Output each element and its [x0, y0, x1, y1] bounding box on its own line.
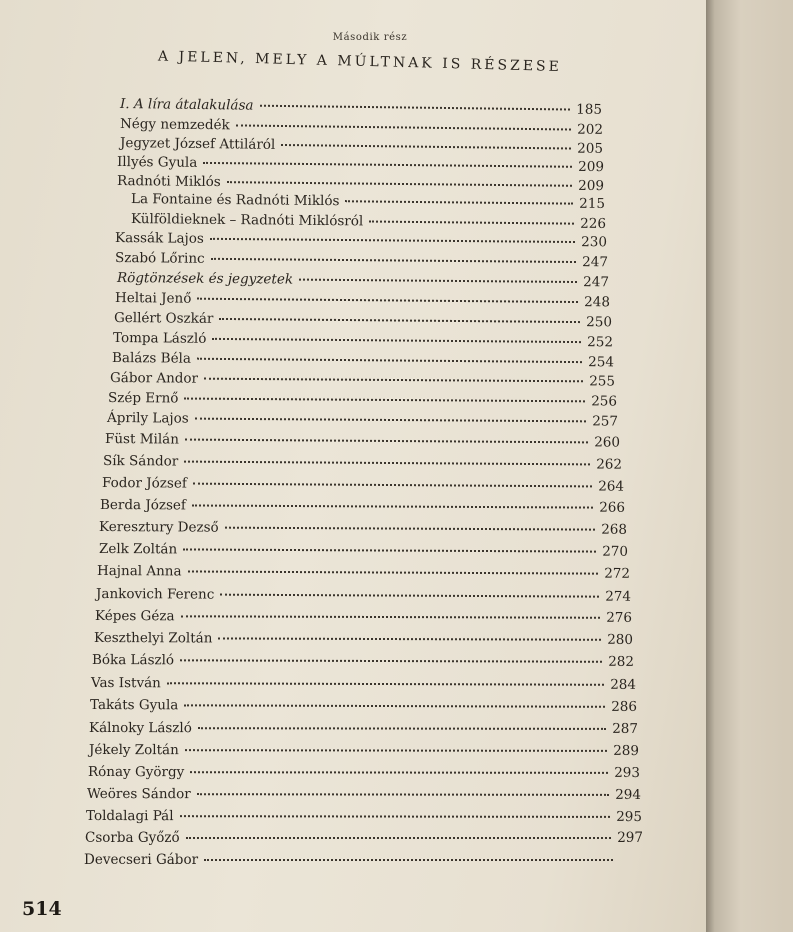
- dot-leader: [197, 298, 578, 303]
- dot-leader: [212, 338, 581, 343]
- toc-entry-title: Rögtönzések és jegyzetek: [116, 270, 294, 288]
- dot-leader: [190, 771, 608, 774]
- toc-entry-page: 247: [582, 254, 609, 271]
- toc-entry-title: Illyés Gyula: [116, 154, 198, 171]
- toc-entry-page: 205: [577, 140, 604, 157]
- dot-leader: [181, 615, 601, 618]
- dot-leader: [188, 570, 598, 574]
- toc-entry-title: Szép Ernő: [107, 390, 179, 407]
- toc-entry-title: Heltai Jenő: [114, 290, 192, 307]
- dot-leader: [198, 727, 606, 730]
- dot-leader: [195, 418, 586, 423]
- dot-leader: [345, 200, 573, 204]
- dot-leader: [167, 682, 604, 686]
- dot-leader: [203, 162, 572, 168]
- toc-entry-page: 266: [599, 499, 626, 516]
- toc-entry-page: 209: [578, 158, 605, 176]
- toc-entry-page: 270: [602, 543, 629, 560]
- toc-entry-title: La Fontaine és Radnóti Miklós: [130, 191, 340, 210]
- toc-entry-title: Radnóti Miklós: [116, 173, 221, 191]
- toc-entry-page: 255: [589, 373, 616, 390]
- toc-entry-page: 297: [617, 830, 643, 846]
- toc-entry-title: Szabó Lőrinc: [114, 250, 205, 267]
- toc-entry-page: 280: [607, 631, 634, 648]
- toc-entry-page: 250: [586, 314, 613, 331]
- toc-entry-page: 272: [604, 565, 631, 582]
- toc-entry: [100, 497, 625, 520]
- toc-entry-page: 230: [581, 234, 608, 251]
- dot-leader: [184, 461, 590, 466]
- dot-leader: [197, 793, 609, 796]
- dot-leader: [183, 548, 596, 552]
- toc-entry-title: Berda József: [99, 497, 186, 514]
- toc-entry: [97, 563, 630, 586]
- dot-leader: [193, 483, 592, 488]
- dot-leader: [299, 279, 577, 283]
- toc-entry-title: I. A líra átalakulása: [119, 96, 254, 114]
- toc-entry: [89, 720, 638, 741]
- part-label: Második rész: [332, 32, 408, 43]
- toc-entry: [94, 630, 633, 652]
- toc-entry: [92, 652, 634, 674]
- toc-entry: [95, 608, 632, 630]
- toc-entry-title: Takáts Gyula: [89, 697, 179, 714]
- toc-entry-title: Rónay György: [87, 764, 185, 781]
- toc-entry: [88, 764, 640, 785]
- page-number: 514: [22, 898, 62, 920]
- dot-leader: [236, 124, 571, 130]
- toc-entry: [96, 586, 631, 609]
- dot-leader: [184, 704, 605, 707]
- toc-entry: [107, 410, 618, 434]
- toc-entry: [86, 808, 642, 829]
- toc-entry-page: 268: [601, 521, 628, 538]
- toc-entry-page: 287: [612, 720, 639, 737]
- toc-entry-title: Áprily Lajos: [106, 410, 189, 427]
- toc-entry-title: Vas István: [90, 675, 161, 692]
- toc-entry-title: Keresztury Dezső: [98, 519, 219, 536]
- dot-leader: [219, 318, 580, 323]
- dot-leader: [227, 181, 572, 187]
- toc-entry: [90, 697, 637, 719]
- dot-leader: [192, 504, 593, 508]
- toc-entry-title: Bóka László: [91, 652, 175, 669]
- dot-leader: [225, 527, 595, 531]
- toc-entry: [99, 541, 628, 564]
- dot-leader: [186, 837, 611, 839]
- toc-entry-title: Tompa László: [112, 330, 207, 347]
- dot-leader: [218, 637, 601, 640]
- toc-entry: [99, 519, 627, 542]
- toc-entry-page: 256: [591, 393, 618, 410]
- toc-entry-page: 293: [614, 764, 641, 781]
- toc-entry-title: Képes Géza: [94, 608, 175, 625]
- toc-entry-page: 185: [576, 101, 603, 118]
- dot-leader: [180, 659, 602, 662]
- dot-leader: [210, 238, 575, 243]
- toc-entry-title: Jankovich Ferenc: [95, 586, 215, 603]
- toc-entry-page: 274: [605, 588, 632, 605]
- toc-entry: [102, 475, 624, 499]
- toc-entry-page: 252: [587, 334, 614, 351]
- toc-entry-page: 286: [611, 698, 638, 715]
- toc-entry: [105, 431, 620, 455]
- toc-entry-title: Zelk Zoltán: [98, 541, 178, 558]
- dot-leader: [204, 859, 613, 861]
- toc-entry-page: 226: [580, 215, 607, 232]
- dot-leader: [369, 220, 574, 224]
- toc-entry: [103, 453, 622, 477]
- toc-entry-page: 289: [613, 742, 640, 759]
- toc-entry-page: 295: [616, 808, 643, 825]
- toc-entry-page: 257: [592, 413, 619, 430]
- toc-entry-page: 284: [610, 676, 637, 693]
- toc-entry: [89, 742, 639, 763]
- toc-entry: [87, 786, 641, 807]
- toc-entry-title: Gellért Oszkár: [113, 310, 214, 327]
- toc-entry-title: Csorba Győző: [85, 830, 180, 846]
- dot-leader: [204, 378, 583, 383]
- toc-entry-title: Devecseri Gábor: [84, 852, 199, 868]
- toc-entry-title: Weöres Sándor: [86, 786, 191, 803]
- toc-entry-title: Balázs Béla: [111, 350, 192, 367]
- dot-leader: [185, 439, 588, 444]
- dot-leader: [180, 815, 610, 818]
- toc-entry-title: Füst Milán: [104, 431, 179, 448]
- toc-entry-page: 294: [615, 786, 642, 803]
- toc-entry-title: Kálnoky László: [88, 720, 192, 737]
- toc-entry-title: Fodor József: [101, 475, 187, 492]
- book-spine-shadow: [706, 0, 793, 932]
- toc-entry-title: Jékely Zoltán: [88, 742, 179, 759]
- toc-entry: [85, 830, 643, 850]
- toc-entry-title: Gábor Andor: [109, 370, 199, 387]
- toc-entry-page: 262: [596, 456, 623, 473]
- toc-entry: [84, 852, 645, 872]
- toc-entry-title: Jegyzet József Attiláról: [119, 135, 276, 153]
- toc-entry-page: 260: [594, 434, 621, 451]
- toc-entry-title: Keszthelyi Zoltán: [93, 630, 213, 647]
- toc-entry-page: 247: [583, 274, 610, 291]
- toc-entry-page: 276: [606, 609, 633, 626]
- section-title: A JELEN, MELY A MÚLTNAK IS RÉSZESE: [157, 48, 563, 76]
- toc-entry-page: 282: [608, 653, 635, 670]
- toc-entry-page: 202: [577, 121, 604, 138]
- dot-leader: [260, 105, 571, 111]
- toc-entry-page: 215: [579, 195, 606, 212]
- dot-leader: [211, 258, 576, 263]
- toc-entry-page: 264: [598, 478, 625, 495]
- dot-leader: [281, 144, 571, 150]
- toc-entry-page: 209: [578, 177, 605, 195]
- toc-entry-title: Kassák Lajos: [114, 230, 204, 247]
- dot-leader: [184, 398, 585, 403]
- toc-entry-title: Sík Sándor: [102, 453, 179, 470]
- dot-leader: [220, 594, 599, 598]
- toc-entry-page: 254: [588, 354, 615, 371]
- toc-entry: [91, 675, 636, 697]
- toc-entry-title: Külföldieknek – Radnóti Miklósról: [130, 211, 364, 230]
- toc-entry-title: Négy nemzedék: [119, 116, 230, 134]
- toc-entry-title: Toldalagi Pál: [85, 808, 174, 825]
- dot-leader: [185, 749, 607, 752]
- dot-leader: [197, 358, 582, 363]
- toc-entry-title: Hajnal Anna: [96, 563, 182, 580]
- toc-entry-page: 248: [584, 294, 611, 311]
